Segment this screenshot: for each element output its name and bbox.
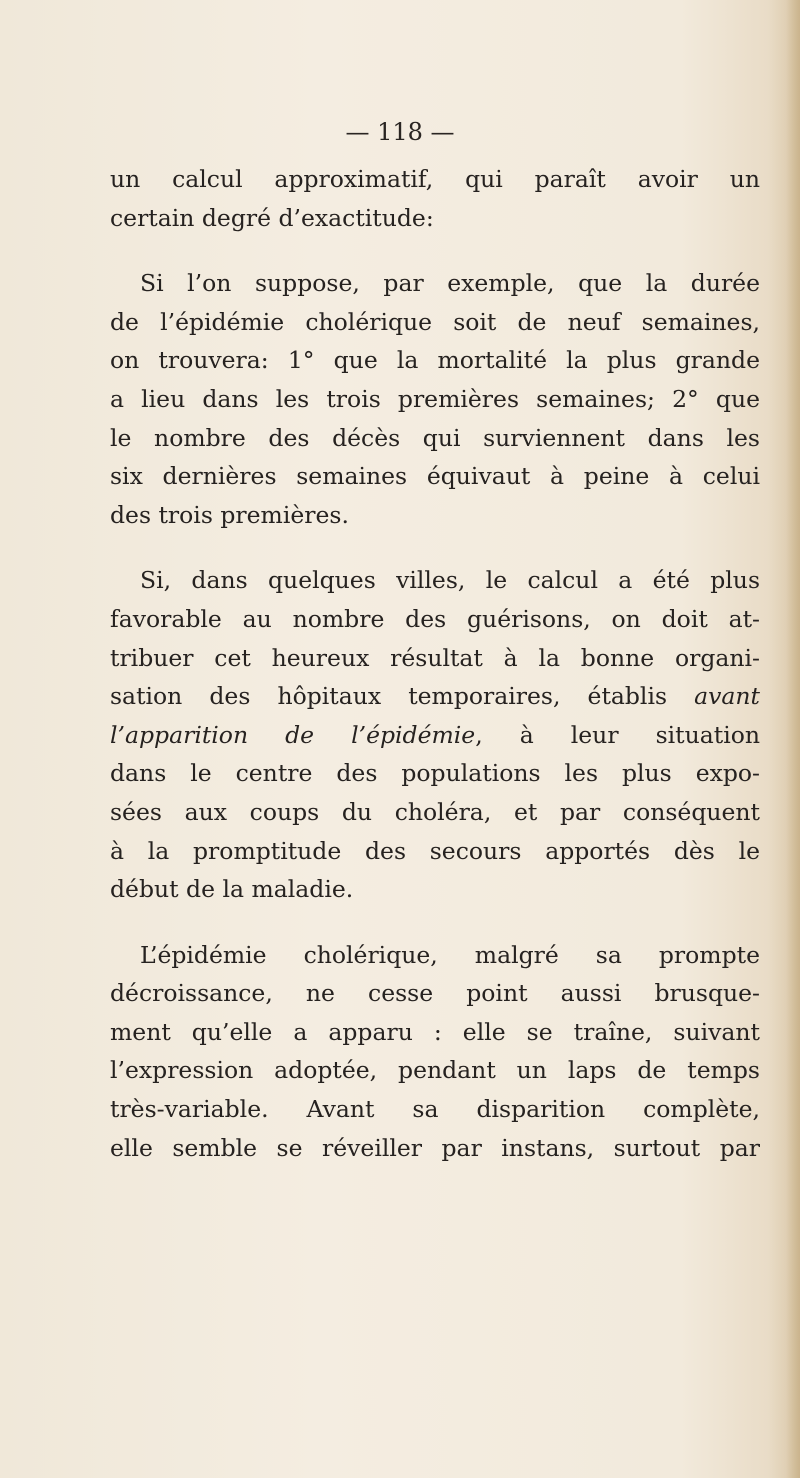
text-line: décroissance, ne cesse point aussi brusque- bbox=[110, 979, 760, 1008]
text-line: certain degré d’exactitude: bbox=[110, 203, 434, 232]
page-number: — 118 — bbox=[345, 118, 455, 146]
text-line: Si l’on suppose, par exemple, que la durée bbox=[140, 269, 760, 298]
text-line: on trouvera: 1° que la mortalité la plus grande bbox=[110, 346, 760, 375]
paragraph-2 bbox=[110, 264, 760, 534]
text-line: un calcul approximatif, qui paraît avoir un bbox=[110, 165, 760, 193]
text-line: elle semble se réveiller par instans, surtout par bbox=[110, 1133, 760, 1162]
paragraph-3 bbox=[110, 561, 760, 908]
text-line: des trois premières. bbox=[110, 500, 349, 529]
body-text bbox=[110, 160, 760, 1194]
text-line: a lieu dans les trois premières semaines; 2° que bbox=[110, 384, 760, 413]
paragraph-1 bbox=[110, 160, 760, 237]
italic-text: avant bbox=[694, 682, 760, 711]
page-edge-shadow bbox=[786, 0, 800, 1478]
text-line: tribuer cet heureux résultat à la bonne organi- bbox=[110, 643, 760, 672]
text-line: très-variable. Avant sa disparition complète, bbox=[110, 1095, 760, 1124]
text-line: l’apparition de l’épidémie, à leur situation bbox=[110, 720, 760, 749]
text-line bbox=[110, 677, 760, 716]
text-line: à la promptitude des secours apportés dès le bbox=[110, 836, 760, 865]
text-segment: à leur situation bbox=[519, 720, 760, 749]
text-segment: sation des hôpitaux temporaires, établis bbox=[110, 682, 668, 711]
text-line: Si, dans quelques villes, le calcul a été plus bbox=[140, 566, 760, 595]
text-line: L’épidémie cholérique, malgré sa prompte bbox=[140, 940, 760, 969]
text-line: sées aux coups du choléra, et par conséquent bbox=[110, 797, 760, 826]
text-line: favorable au nombre des guérisons, on doit at- bbox=[110, 604, 760, 633]
text-line: ment qu’elle a apparu : elle se traîne, suivant bbox=[110, 1017, 760, 1046]
text-line: dans le centre des populations les plus expo- bbox=[110, 759, 760, 788]
italic-text: l’apparition de l’épidémie bbox=[110, 720, 476, 749]
text-line: six dernières semaines équivaut à peine à celui bbox=[110, 462, 760, 491]
text-line: de l’épidémie cholérique soit de neuf semaines, bbox=[110, 307, 760, 336]
text-line: le nombre des décès qui surviennent dans les bbox=[110, 423, 760, 452]
text-line: l’expression adoptée, pendant un laps de temps bbox=[110, 1056, 760, 1085]
text-line: début de la maladie. bbox=[110, 875, 354, 904]
paragraph-4 bbox=[110, 936, 760, 1168]
